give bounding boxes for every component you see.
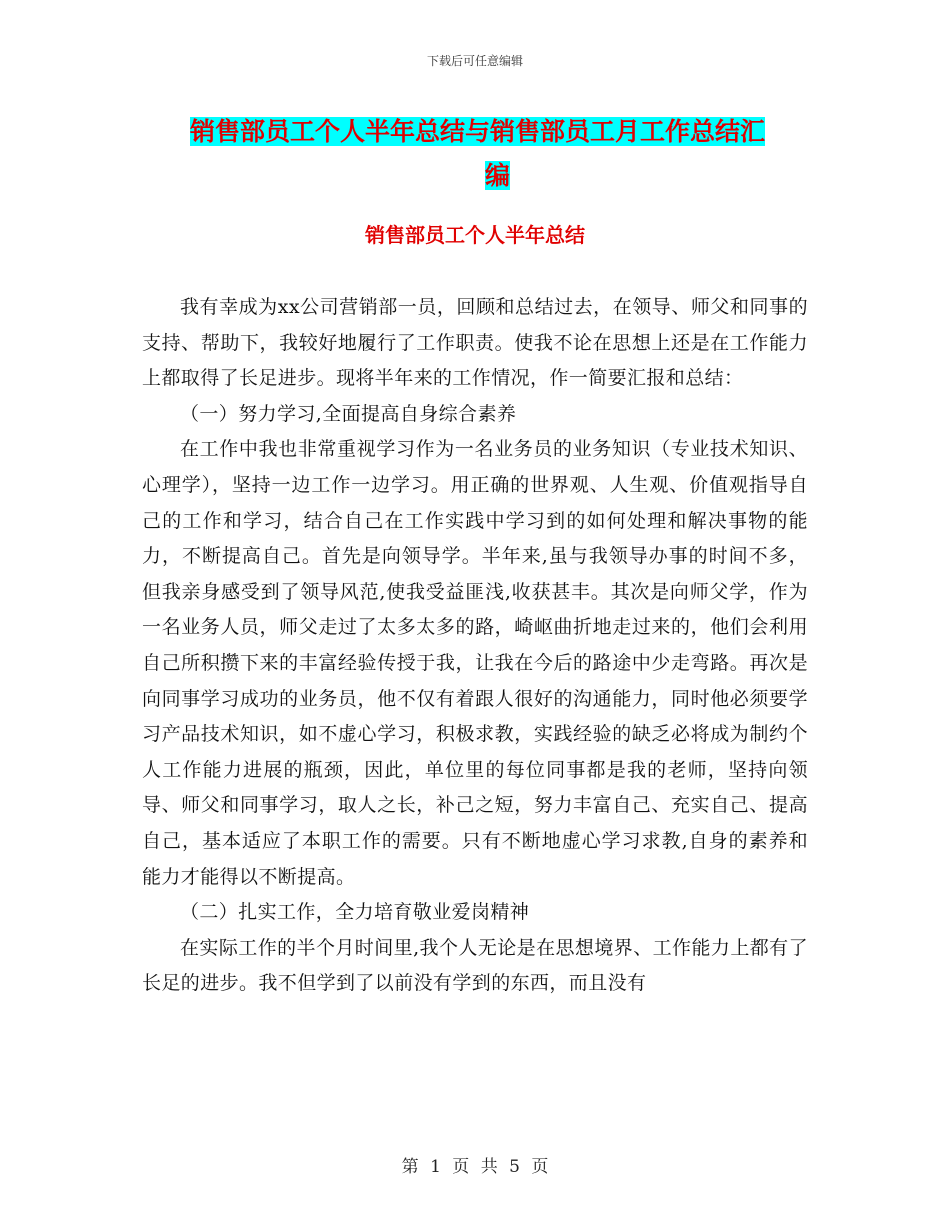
subheading-2: （二）扎实工作，全力培育敬业爱岗精神 (180, 901, 530, 924)
page-footer-page-number: 第 1 页 共 5 页 (401, 1157, 549, 1177)
page-header-note: 下载后可任意编辑 (426, 54, 523, 68)
document-title (190, 110, 805, 198)
paragraph-study: 在工作中我也非常重视学习作为一名业务员的业务知识（专业技术知识、心理学），坚持一边工作一边学习。用正确的世界观、人生观、价值观指导自己的工作和学习，结合自己在工作实践中学习到的如何处理和解决事物的能力，不断提高自己。首先是向领导学。半年来,虽与我领导办事的时间不多，但我亲身感受到了领导风范,使我受益匪浅,收获甚丰。其次是向师父学，作为一名业务人员，师父走过了太多太多的路，崎岖曲折地走过来的，他们会利用自己所积攒下来的丰富经验传授于我，让我在今后的路途中少走弯路。再次是向同事学习成功的业务员，他不仅有着跟人很好的沟通能力，同时他必须要学习产品技术知识，如不虚心学习，积极求教，实践经验的缺乏必将成为制约个人工作能力进展的瓶颈，因此，单位里的每位同事都是我的老师，坚持向领导、师父和同事学习，取人之长，补己之短，努力丰富自己、充实自己、提高自己，基本适应了本职工作的需要。只有不断地虚心学习求教,自身的素养和能力才能得以不断提高。 (142, 438, 808, 888)
section-title: 销售部员工个人半年总结 (365, 223, 585, 247)
document-body (142, 290, 808, 1002)
paragraph-intro: 我有幸成为xx公司营销部一员，回顾和总结过去，在领导、师父和同事的支持、帮助下，我较好地履行了工作职责。使我不论在思想上还是在工作能力上都取得了长足进步。现将半年来的工作情况，作一简要汇报和总结： (142, 296, 808, 390)
document-title-line-2: 编 (484, 161, 510, 190)
paragraph-work: 在实际工作的半个月时间里,我个人无论是在思想境界、工作能力上都有了长足的进步。我不但学到了以前没有学到的东西，而且没有 (142, 936, 808, 995)
subheading-1: （一）努力学习,全面提高自身综合素养 (180, 402, 517, 425)
document-title-line-1: 销售部员工个人半年总结与销售部员工月工作总结汇 (190, 117, 766, 146)
